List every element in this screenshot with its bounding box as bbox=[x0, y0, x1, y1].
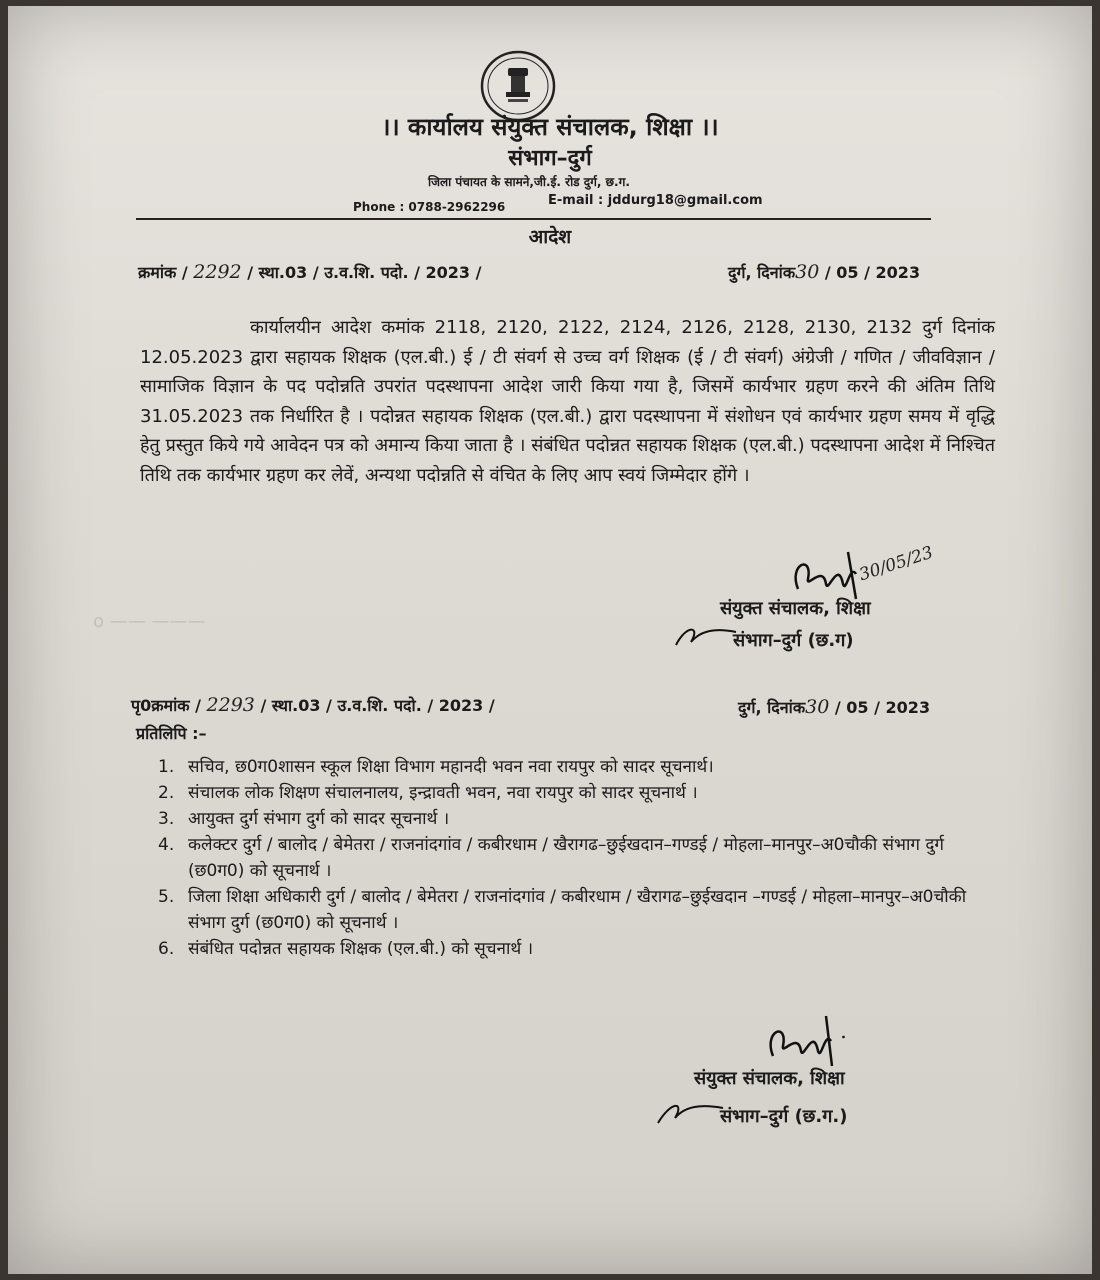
list-item: 5. जिला शिक्षा अधिकारी दुर्ग / बालोद / बेमेतरा / राजनांदगांव / कबीरधाम / खैरागढ–छुईखदान –गण्डई / मोहला–मानपुर–अ0चौकी संभाग दुर्ग (छ0ग0) को सूचनार्थ । bbox=[158, 887, 967, 933]
division-heading: संभाग–दुर्ग bbox=[508, 146, 592, 171]
reference-date bbox=[728, 261, 920, 283]
copy-to-list bbox=[158, 754, 998, 962]
document-page bbox=[8, 6, 1092, 1274]
reference-handwritten-number: 2292 bbox=[193, 261, 242, 283]
list-item: 2. संचालक लोक शिक्षण संचालनालय, इन्द्रावती भवन, नवा रायपुर को सादर सूचनार्थ । bbox=[158, 783, 698, 803]
signature-1-designation: संयुक्त संचालक, शिक्षा bbox=[720, 598, 871, 619]
reference2-suffix: / स्था.03 / उ.व.शि. पदो. / 2023 / bbox=[260, 696, 495, 715]
initials-mark-1 bbox=[671, 620, 741, 650]
reference2-prefix: पृ0क्रमांक / bbox=[131, 696, 201, 715]
reference-number bbox=[138, 261, 481, 283]
office-heading: ।। कार्यालय संयुक्त संचालक, शिक्षा ।। bbox=[381, 113, 719, 141]
date2-label: दुर्ग, दिनांक bbox=[738, 698, 806, 717]
office-email: E-mail : jddurg18@gmail.com bbox=[548, 193, 763, 208]
signature-1-date: 30/05/23 bbox=[856, 542, 936, 586]
reference2-handwritten-number: 2293 bbox=[206, 694, 255, 716]
signature-2-designation: संयुक्त संचालक, शिक्षा bbox=[694, 1068, 845, 1089]
reference-prefix: क्रमांक / bbox=[138, 263, 188, 282]
date-label: दुर्ग, दिनांक bbox=[728, 263, 796, 282]
date2-rest: / 05 / 2023 bbox=[834, 698, 931, 717]
header-divider bbox=[136, 218, 931, 220]
reference-number-2 bbox=[131, 694, 495, 716]
signature-1-division: संभाग–दुर्ग (छ.ग) bbox=[733, 630, 854, 651]
bleed-through-text: ᴏ —— ——— bbox=[93, 611, 206, 632]
signature-2-division: संभाग–दुर्ग (छ.ग.) bbox=[720, 1106, 848, 1127]
reference-date-2 bbox=[738, 696, 930, 718]
list-item: 1. सचिव, छ0ग0शासन स्कूल शिक्षा विभाग महानदी भवन नवा रायपुर को सादर सूचनार्थ। bbox=[158, 757, 714, 777]
date2-handwritten-day: 30 bbox=[805, 696, 830, 718]
order-title: आदेश bbox=[528, 226, 572, 248]
order-body: कार्यालयीन आदेश कमांक 2118, 2120, 2122, 2124, 2126, 2128, 2130, 2132 दुर्ग दिनांक 12.05.2023 द्वारा सहायक शिक्षक (एल.बी.) ई / टी संवर्ग से उच्च वर्ग शिक्षक (ई / टी संवर्ग) अंग्रेजी / गणित / जीवविज्ञान / सामाजिक विज्ञान के पद पदोन्नति उपरांत पदस्थापना आदेश जारी किया गया है, जिसमें कार्यभार ग्रहण करने की अंतिम तिथि 31.05.2023 तक निर्धारित है । पदोन्नत सहायक शिक्षक (एल.बी.) द्वारा पदस्थापना में संशोधन एवं कार्यभार ग्रहण समय में वृद्धि हेतु प्रस्तुत किये गये आवेदन पत्र को अमान्य किया जाता है । संबंधित पदोन्नत सहायक शिक्षक (एल.बी.) पदस्थापना आदेश में निश्चित तिथि तक कार्यभार ग्रहण कर लेवें, अन्यथा पदोन्नति से वंचित के लिए आप स्वयं जिम्मेदार होंगे । bbox=[140, 317, 995, 486]
date-rest: / 05 / 2023 bbox=[824, 263, 921, 282]
list-item: 6. संबंधित पदोन्नत सहायक शिक्षक (एल.बी.) को सूचनार्थ । bbox=[158, 939, 534, 959]
copy-to-label: प्रतिलिपि :– bbox=[136, 724, 207, 743]
reference-suffix: / स्था.03 / उ.व.शि. पदो. / 2023 / bbox=[247, 263, 482, 282]
office-address: जिला पंचायत के सामने,जी.ई. रोड दुर्ग, छ.ग. bbox=[428, 175, 630, 189]
date-handwritten-day: 30 bbox=[795, 261, 820, 283]
office-phone: Phone : 0788-2962296 bbox=[353, 200, 506, 214]
list-item: 4. कलेक्टर दुर्ग / बालोद / बेमेतरा / राजनांदगांव / कबीरधाम / खैरागढ–छुईखदान–गण्डई / मोहला–मानपुर–अ0चौकी संभाग दुर्ग (छ0ग0) को सूचनार्थ । bbox=[158, 835, 944, 881]
list-item: 3. आयुक्त दुर्ग संभाग दुर्ग को सादर सूचनार्थ । bbox=[158, 809, 450, 829]
initials-mark-2 bbox=[653, 1096, 728, 1126]
signature-2 bbox=[758, 1011, 868, 1071]
